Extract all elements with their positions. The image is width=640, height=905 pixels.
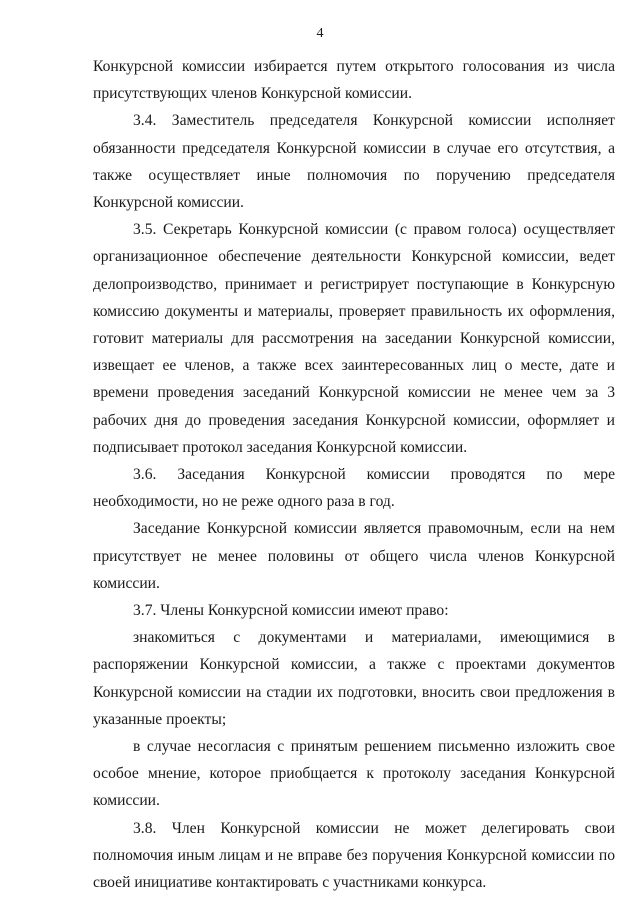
paragraph-3-6: 3.6. Заседания Конкурсной комиссии проводятся по мере необходимости, но не реже одного раза в год. xyxy=(93,466,615,511)
paragraph-continuation: Конкурсной комиссии избирается путем открытого голосования из числа присутствующих членов Конкурсной комиссии. xyxy=(93,58,615,103)
paragraph-3-8: 3.8. Член Конкурсной комиссии не может делегировать свои полномочия иным лицам и не вправе без поручения Конкурсной комиссии по своей инициативе контактировать с участниками конкурса. xyxy=(93,819,615,892)
paragraph-3-4: 3.4. Заместитель председателя Конкурсной комиссии исполняет обязанности председателя Конкурсной комиссии в случае его отсутствия, а также осуществляет иные полномочия по поручению председателя Конкурсной комиссии. xyxy=(93,112,615,212)
paragraph-3-7: 3.7. Члены Конкурсной комиссии имеют право: xyxy=(133,602,449,620)
paragraph-quorum: Заседание Конкурсной комиссии является правомочным, если на нем присутствует не менее половины от общего числа членов Конкурсной комиссии. xyxy=(93,520,615,592)
paragraph-3-5: 3.5. Секретарь Конкурсной комиссии (с правом голоса) осуществляет организационное обеспечение деятельности Конкурсной комиссии, ведет делопроизводство, принимает и регистрирует поступающие в Конкурсную комиссию документы и материалы, проверяет правильность их оформления, готовит материалы для рассмотрения на заседании Конкурсной комиссии, извещает ее членов, а также всех заинтересованных лиц о месте, дате и времени проведения заседаний Конкурсной комиссии не менее чем за 3 рабочих дня до проведения заседания Конкурсной комиссии, оформляет и подписывает протокол заседания Конкурсной комиссии. xyxy=(93,221,615,456)
document-body xyxy=(93,53,615,896)
paragraph-right-documents: знакомиться с документами и материалами, имеющимися в распоряжении Конкурсной комиссии, а также с проектами документов Конкурсной комиссии на стадии их подготовки, вносить свои предложения в указанные проекты; xyxy=(93,629,615,728)
paragraph-right-dissent: в случае несогласия с принятым решением письменно изложить свое особое мнение, которое приобщается к протоколу заседания Конкурсной комиссии. xyxy=(93,738,615,810)
page-number: 4 xyxy=(316,26,324,41)
